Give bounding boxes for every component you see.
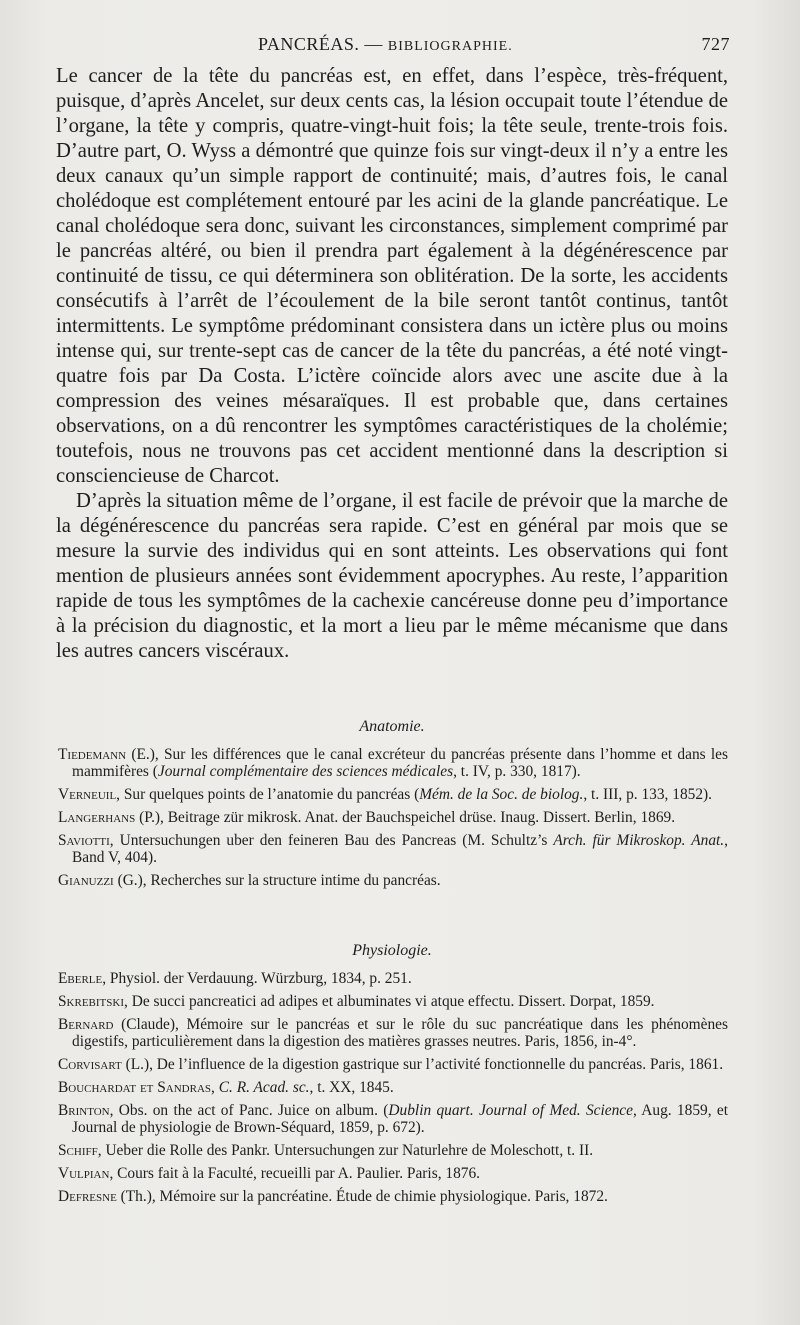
- bibliography-entry: [58, 872, 728, 889]
- bibliography-entry: [58, 809, 728, 826]
- entry-author: Skrebitski: [58, 993, 125, 1010]
- entry-journal-title: Journal complémentaire des sciences médicales: [157, 763, 454, 780]
- entry-text: (P.), Beitrage zür mikrosk. Anat. der Bauchspeichel drüse. Inaug. Dissert. Berlin, 1869.: [135, 809, 676, 826]
- bibliography-entry: [58, 832, 728, 866]
- entry-author: Gianuzzi: [58, 872, 114, 889]
- body-text: [56, 64, 728, 664]
- bibliography-entry: [58, 970, 728, 987]
- entry-text: (L.), De l’influence de la digestion gastrique sur l’activité fonctionnelle du pancréas. Paris, 1861.: [121, 1056, 724, 1073]
- entry-author: Saviotti: [58, 832, 110, 849]
- entry-text: (Claude), Mémoire sur le pancréas et sur le rôle du suc pancréatique dans les phénomènes digestifs, particulièrement dans la digestion des matières grasses neutres. Paris, 1856, in-4°.: [72, 1016, 728, 1050]
- entry-text: , Ueber die Rolle des Pankr. Untersuchungen zur Naturlehre de Moleschott, t. II.: [97, 1142, 594, 1159]
- entry-author: Verneuil: [58, 786, 117, 803]
- entry-journal-title: Mém. de la Soc. de biolog.: [419, 786, 584, 803]
- entry-text: , Obs. on the act of Panc. Juice on album. (: [109, 1102, 389, 1119]
- bibliography-entry: [58, 746, 728, 780]
- header-separator: —: [359, 34, 388, 54]
- entry-text-end: , Aug. 1859, et Journal de physiologie de Brown-Séquard, 1859, p. 672).: [72, 1102, 728, 1136]
- entry-author: Bernard: [58, 1016, 114, 1033]
- bibliography-entry: [58, 1165, 728, 1182]
- entry-author: Bouchardat et Sandras: [58, 1079, 212, 1096]
- entry-text: ,: [211, 1079, 219, 1096]
- bibliography-entry: [58, 1188, 728, 1205]
- entry-text: (G.), Recherches sur la structure intime du pancréas.: [113, 872, 441, 889]
- entry-text: (E.), Sur les différences que le canal excréteur du pancréas présente dans l’homme et dans les mammifères (: [72, 746, 728, 780]
- entry-journal-title: C. R. Acad. sc.: [218, 1079, 310, 1096]
- paragraph-marche: D’après la situation même de l’organe, il est facile de prévoir que la marche de la dégénérescence du pancréas sera rapide. C’est en général par mois que se mesure la survie des individus qui en sont atteints. Les observations qui font mention de plusieurs années sont évidemment apocryphes. Au reste, l’apparition rapide de tous les symptômes de la cachexie cancéreuse donne peu d’importance à la précision du diagnostic, et la mort a lieu par le même mécanisme que dans les autres cancers viscéraux.: [56, 490, 728, 662]
- entry-author: Corvisart: [58, 1056, 122, 1073]
- header-subtitle: BIBLIOGRAPHIE.: [387, 39, 513, 54]
- running-header: [58, 34, 730, 62]
- entry-text-end: , t. IV, p. 330, 1817).: [453, 763, 581, 780]
- bibliography-anatomie: [58, 746, 728, 895]
- bibliography-entry: [58, 1016, 728, 1050]
- entry-text-end: , t. III, p. 133, 1852).: [583, 786, 713, 803]
- entry-author: Langerhans: [58, 809, 136, 826]
- entry-text: , De succi pancreatici ad adipes et albuminates vi atque effectu. Dissert. Dorpat, 1859.: [124, 993, 655, 1010]
- bibliography-entry: [58, 1102, 728, 1136]
- entry-author: Schiff: [58, 1142, 98, 1159]
- page-number: 727: [701, 34, 730, 54]
- entry-text: , Untersuchungen uber den feineren Bau des Pancreas (M. Schultz’s: [109, 832, 554, 849]
- bibliography-entry: [58, 786, 728, 803]
- entry-text-end: , t. XX, 1845.: [309, 1079, 394, 1096]
- bibliography-entry: [58, 1142, 728, 1159]
- entry-journal-title: Dublin quart. Journal of Med. Science: [388, 1102, 633, 1119]
- section-heading-physiologie: Physiologie.: [352, 942, 432, 959]
- entry-text: (Th.), Mémoire sur la pancréatine. Étude de chimie physiologique. Paris, 1872.: [116, 1188, 608, 1205]
- entry-journal-title: Arch. für Mikroskop. Anat.: [553, 832, 725, 849]
- entry-author: Eberle: [58, 970, 103, 987]
- header-title-text: PANCRÉAS.: [258, 34, 360, 54]
- bibliography-entry: [58, 1056, 728, 1073]
- entry-author: Tiedemann: [58, 746, 127, 763]
- paragraph-cancer-tete: Le cancer de la tête du pancréas est, en effet, dans l’espèce, très-fréquent, puisque, d’après Ancelet, sur deux cents cas, la lésion occupait toute l’étendue de l’organe, la tête y compris, quatre-vingt-huit fois; la tête seule, trente-trois fois. D’autre part, O. Wyss a démontré que quinze fois sur vingt-deux il n’y a entre les deux canaux qu’un simple rapport de continuité; mais, d’autres fois, le canal cholédoque est complétement entouré par les acini de la glande pancréatique. Le canal cholédoque sera donc, suivant les circonstances, simplement comprimé par le pancréas altéré, ou bien il prendra part également à la dégénérescence par continuité de tissu, ce qui déterminera son oblitération. De la sorte, les accidents consécutifs à l’arrêt de l’écoulement de la bile seront tantôt continus, tantôt intermittents. Le symptôme prédominant consistera dans un ictère plus ou moins intense qui, sur trente-sept cas de cancer de la tête du pancréas, a été noté vingt-quatre fois par Da Costa. L’ictère coïncide alors avec une ascite due à la compression des veines mésaraïques. Il est probable que, dans certaines observations, on a dû rencontrer les symptômes caractéristiques de la cholémie; toutefois, nous ne trouvons pas cet accident mentionné dans la description si consciencieuse de Charcot.: [56, 65, 728, 487]
- bibliography-entry: [58, 993, 728, 1010]
- entry-author: Vulpian: [58, 1165, 110, 1182]
- entry-text: , Sur quelques points de l’anatomie du pancréas (: [116, 786, 420, 803]
- bibliography-entry: [58, 1079, 728, 1096]
- entry-text-end: , Band V, 404).: [72, 832, 728, 866]
- header-title: [258, 34, 513, 55]
- entry-text: , Physiol. der Verdauung. Würzburg, 1834, p. 251.: [102, 970, 412, 987]
- entry-author: Defresne: [58, 1188, 117, 1205]
- entry-author: Brinton: [58, 1102, 110, 1119]
- bibliography-physiologie: [58, 970, 728, 1211]
- section-heading-anatomie: Anatomie.: [359, 718, 425, 735]
- entry-text: , Cours fait à la Faculté, recueilli par A. Paulier. Paris, 1876.: [109, 1165, 481, 1182]
